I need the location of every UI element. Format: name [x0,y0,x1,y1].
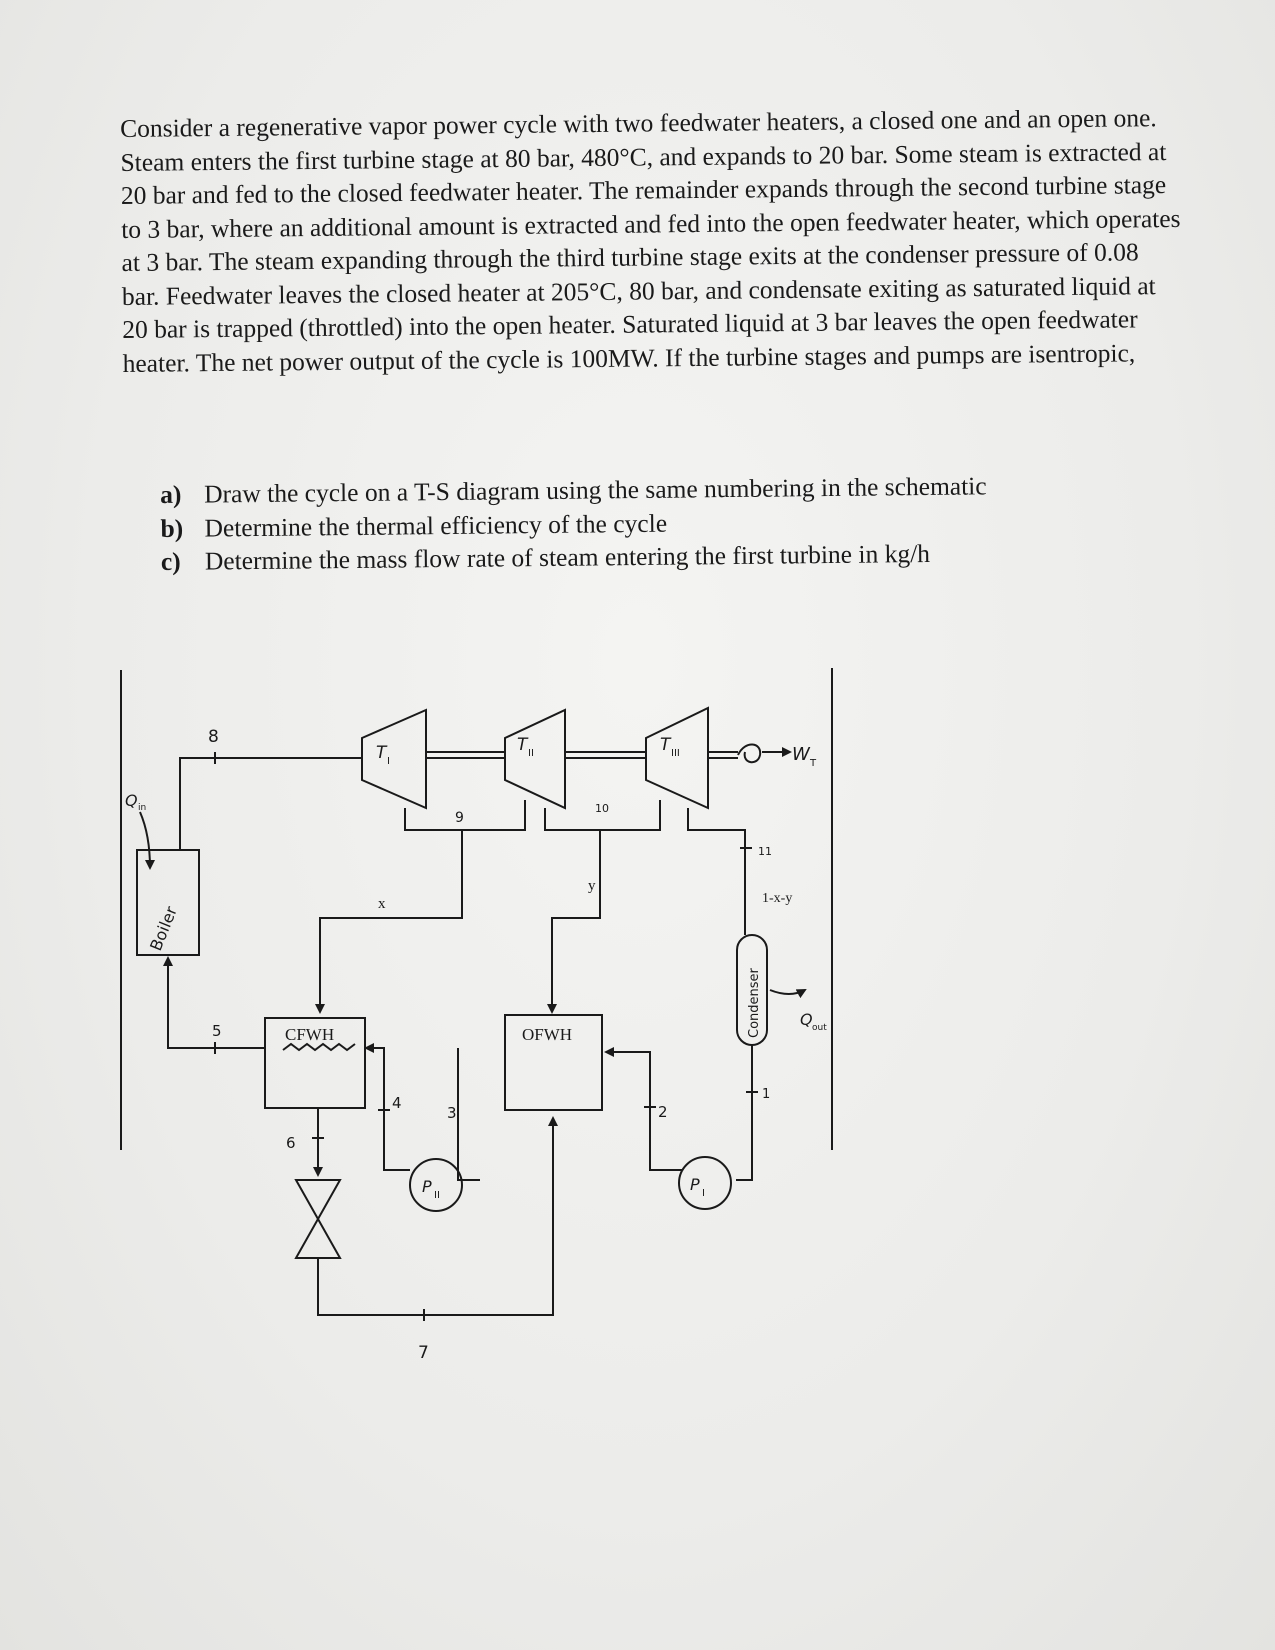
line-state-8 [180,758,362,850]
cfwh-coil [283,1044,355,1050]
turbine-3-label: T [660,735,671,755]
part-a-text: Draw the cycle on a T-S diagram using the same numbering in the schematic [204,471,987,509]
line-t3-inlet [600,800,660,830]
turbine-2-label: T [517,735,528,755]
state-7: 7 [418,1343,429,1363]
part-b-label: b) [160,513,184,543]
line-state-10 [545,808,600,1012]
trap-valve [296,1180,340,1258]
w-out-label: W [792,744,810,765]
condenser-label: Condenser [747,968,762,1038]
part-c-label: c) [160,546,181,576]
w-out-sub: T [810,758,817,769]
turbine-2-sub: II [528,748,534,759]
line-state-3 [458,1048,480,1180]
generator-icon [738,744,760,762]
line-state-2 [606,1052,682,1170]
pump-1-label: P [690,1175,700,1194]
fraction-x: x [378,896,386,912]
state-2: 2 [658,1103,668,1121]
turbine-3-sub: III [671,748,680,759]
state-10: 10 [595,802,609,815]
state-8: 8 [208,727,219,747]
state-9: 9 [455,810,464,826]
pump-2-label: P [422,1177,432,1196]
q-in-label: Q [125,791,138,810]
q-out-label: Q [800,1010,813,1029]
line-state-7 [318,1118,553,1315]
state-4: 4 [392,1094,402,1112]
q-out-arrow [770,990,805,994]
q-out-sub: out [812,1023,827,1033]
fraction-y: y [588,878,596,894]
problem-text: Consider a regenerative vapor power cycle with two feedwater heaters, a closed one and an open one. Steam enters the first turbine stage at 80 bar, 480°C, and expands to 20 bar. Some steam is extracted at 20 bar and fed to the closed feedwater heater. The remainder expands through the second turbine stage to 3 bar, where an additional amount is extracted and fed into the open feedwater heater, which operates at 3 bar. The steam expanding through the third turbine stage exits at the condenser pressure of 0.08 bar. Feedwater leaves the closed heater at 205°C, 80 bar, and condensate exiting as saturated liquid at 20 bar is trapped (throttled) into the open heater. Saturated liquid at 3 bar leaves the open feedwater heater. The net power output of the cycle is 100MW. If the turbine stages and pumps are isentropic, [120,103,1181,378]
state-5: 5 [212,1022,222,1040]
turbine-1-label: T [376,743,387,763]
part-c-text: Determine the mass flow rate of steam entering the first turbine in kg/h [204,538,931,576]
line-state-9 [320,808,462,1012]
line-t2-inlet [462,800,525,830]
pump-2-sub: II [434,1190,440,1201]
state-3: 3 [447,1104,457,1122]
turbine-2 [505,710,565,808]
pump-1-sub: I [702,1188,705,1199]
q-in-arrow [140,812,150,868]
pump-1 [679,1157,731,1209]
q-in-sub: in [138,803,147,813]
boiler-label: Boiler [146,903,181,954]
pump-2 [410,1159,462,1211]
part-a-label: a) [160,479,182,509]
turbine-1-sub: I [387,756,390,767]
state-11: 11 [758,845,772,858]
fraction-remainder: 1-x-y [762,891,793,906]
ofwh-label: OFWH [522,1025,573,1044]
state-6: 6 [286,1134,296,1152]
turbine-1 [362,710,426,808]
cfwh-label: CFWH [285,1025,335,1044]
part-b-text: Determine the thermal efficiency of the cycle [204,508,668,543]
line-state-1 [736,1045,752,1180]
state-1: 1 [762,1087,771,1102]
line-state-11 [688,808,745,935]
